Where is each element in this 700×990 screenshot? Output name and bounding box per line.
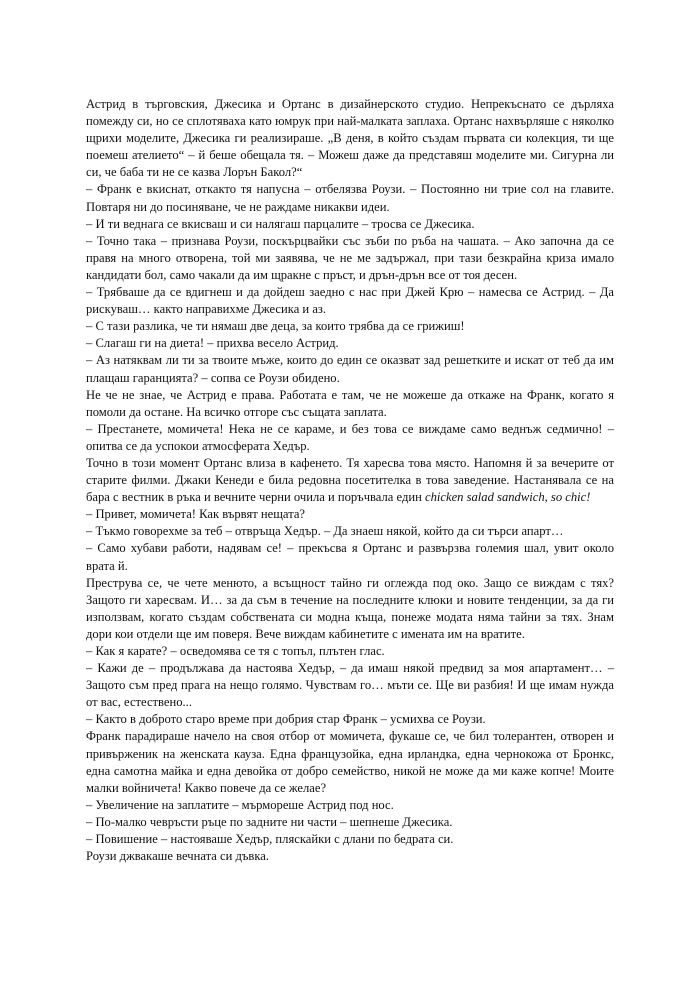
italic-phrase: chicken salad sandwich, so chic! [425,490,591,505]
paragraph-11 [86,455,614,506]
paragraph-10: – Престанете, момичета! Нека не се караме, и без това се виждаме само веднъж седмично! – опитва се да успокои атмосферата Хедър. [86,421,614,453]
paragraph-21: – По-малко чевръсти ръце по задните ни части – шепнеше Джесика. [86,814,453,829]
paragraph-4: – Точно така – признава Роузи, поскърцвайки със зъби по ръба на чашата. – Ако започна да се правя на много отворена, той ми заявява, че не ме задържал, при тази безкрайна криза имало кандидати бол, само чакали да им щракне с пръст, и дрън-дрън все от тоя десен. [86,233,614,282]
paragraph-2: – Франк е вкиснат, откакто тя напусна – отбелязва Роузи. – Постоянно ни трие сол на главите. Повтаря ни до посиняване, че не раждаме никакви идеи. [86,182,614,214]
paragraph-18: – Както в доброто старо време при добрия стар Франк – усмихва се Роузи. [86,712,486,727]
paragraph-12: – Привет, момичета! Как вървят нещата? [86,507,306,522]
paragraph-7: – Слагаш ги на диета! – прихва весело Астрид. [86,336,339,351]
document-page [86,96,614,865]
paragraph-15: Преструва се, че чете менюто, а всъщност тайно ги оглежда под око. Защо се виждам с тях? Защото ги харесвам. И… за да съм в течение на последните клюки и новите тенденции, за да ги използвам, когато създам собствената си модна къща, понеже модата няма тайни за тях. Знам дори кои отдели ще им поверя. Вече виждам кабинетите с имената им на вратите. [86,575,614,641]
paragraph-20: – Увеличение на заплатите – мърмореше Астрид под нос. [86,797,394,812]
paragraph-22: – Повишение – настояваше Хедър, пляскайки с длани по бедрата си. [86,832,454,847]
paragraph-16: – Как я карате? – осведомява се тя с топъл, плътен глас. [86,644,385,658]
paragraph-19: Франк парадираше начело на своя отбор от момичета, фукаше се, че бил толерантен, отворен и привърженик на женската кауза. Една французойка, една ирландка, една чернокожа от Бронкс, една самотна майка и една девойка от добро семейство, никой не може да ми каже копче! Моите малки войничета! Какво повече да се желае? [86,729,614,795]
paragraph-23: Роузи джвакаше вечната си дъвка. [86,849,269,864]
paragraph-11-text: Точно в този момент Ортанс влиза в кафенето. Тя харесва това място. Напомня й за вечерите от старите филми. Джаки Кенеди е била редовна посетителка в това заведение. Настанявала се на бара с вестник в ръка и вечните черни очила и поръчвала един [86,455,614,505]
paragraph-8: – Аз натяквам ли ти за твоите мъже, които до един се оказват зад решетките и искат от теб да им плащаш гаранцията? – сопва се Роузи обидено. [86,353,614,385]
paragraph-3: – И ти веднага се вкисваш и си налягаш парцалите – тросва се Джесика. [86,216,475,231]
paragraph-6: – С тази разлика, че ти нямаш две деца, за които трябва да се грижиш! [86,319,465,334]
paragraph-1: Астрид в търговския, Джесика и Ортанс в дизайнерското студио. Непрекъснато се дърляха помежду си, но се сплотяваха като юмрук при най-малката заплаха. Ортанс нахвърляше с няколко щрихи моделите, Джесика ги реализираше. „В деня, в който създам първата си колекция, ти ще поемеш ателието“ – й беше обещала тя. – Можеш даже да представяш моделите ми. Сигурна ли си, че баба ти не се казва Лорън Бакол?“ [86,97,614,180]
paragraph-5: – Трябваше да се вдигнеш и да дойдеш заедно с нас при Джей Крю – намесва се Астрид. – Да рискуваш… както направихме Джесика и аз. [86,285,614,317]
paragraph-9: Не че не знае, че Астрид е права. Работата е там, че не можеше да откаже на Франк, когато я помоли да остане. На всичко отгоре със същата заплата. [86,387,614,419]
paragraph-17: – Кажи де – продължава да настоява Хедър, – да имаш някой предвид за моя апартамент… – Защото съм пред прага на нещо голямо. Чувствам го… мъти се. Ще ви разбия! И ще имам нужда от вас, естествено... [86,661,614,710]
paragraph-13: – Тъкмо говорехме за теб – отвръща Хедър. – Да знаеш някой, който да си търси апарт… [86,524,564,539]
paragraph-14: – Само хубави работи, надявам се! – прекъсва я Ортанс и развързва големия шал, увит около врата й. [86,541,614,573]
